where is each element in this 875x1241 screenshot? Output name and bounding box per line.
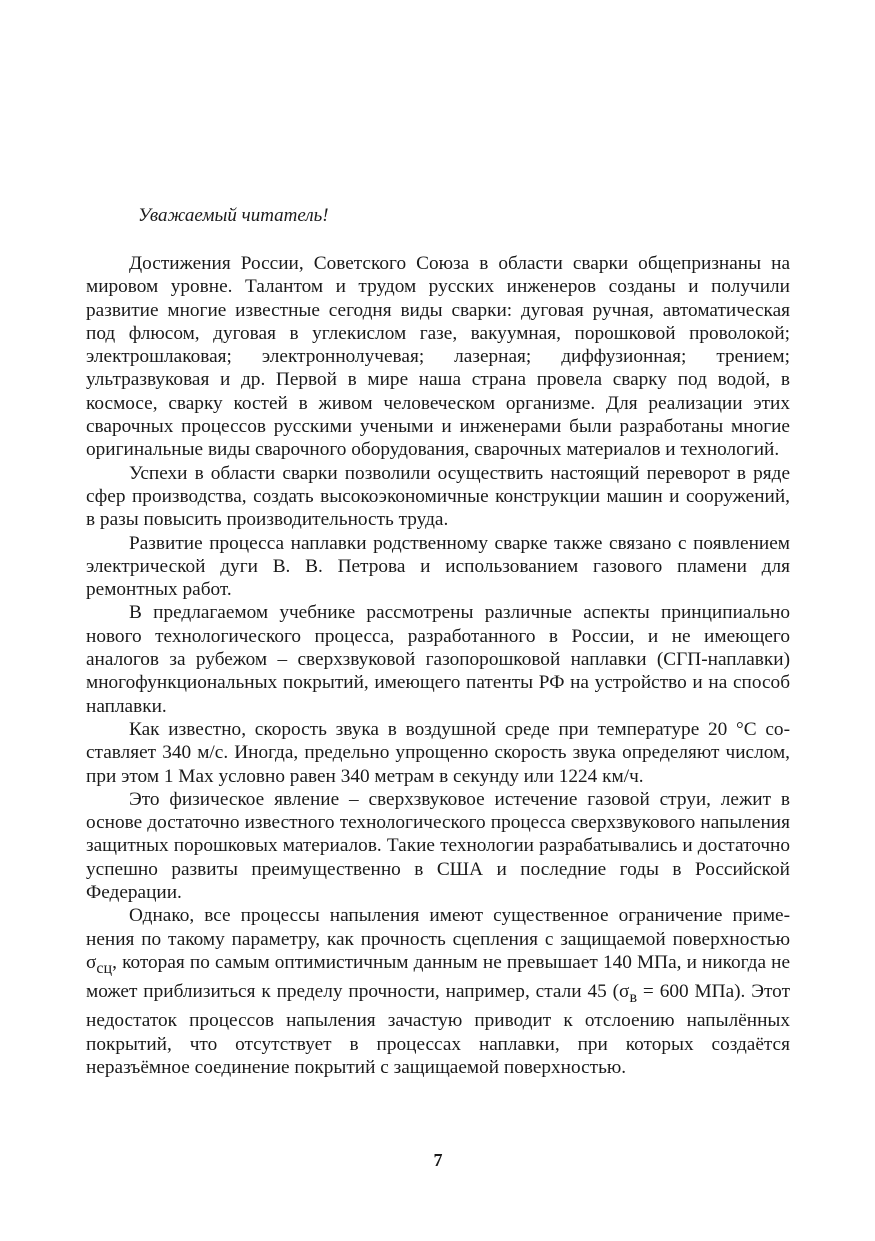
paragraph-1: Достижения России, Советского Союза в области сварки общепризнаны на мировом уровне. Талантом и трудом русских инженеров созданы и получили развитие многие известные сегодня виды сварки: дуговая ручная, автоматическая под флюсом, дуговая в углекислом газе, вакуумная, порошковой проволокой; электрошлаковая; электроннолучевая; лазерная; диффузионная; трением; ультразвуковая и др. Первой в мире наша страна провела сварку под водой, в космосе, сварку костей в живом человеческом организме. Для реализации этих сварочных процессов русскими учеными и инженерами были разработаны многие оригинальные виды сварочного оборудования, сварочных материалов и технологий. <box>86 253 790 461</box>
document-page <box>86 0 790 1241</box>
paragraph-7 <box>86 904 790 1079</box>
greeting-heading: Уважаемый читатель! <box>138 205 329 226</box>
body-text <box>86 252 790 1079</box>
paragraph-4: В предлагаемом учебнике рассмотрены различные аспекты принципиально нового технологического процесса, разработанного в России, и не имеющего аналогов за рубежом – сверхзвуковой газопорошковой наплавки (СГП-наплавки) многофункциональных покрытий, имеющего патенты РФ на устройство и на способ наплавки. <box>86 602 790 717</box>
sigma-subscript-sc: сц <box>96 959 113 977</box>
paragraph-3: Развитие процесса наплавки родственному сварке также связано с появлением электрической дуги В. В. Петрова и использованием газового пламени для ремонтных работ. <box>86 532 790 601</box>
paragraph-6: Это физическое явление – сверхзвуковое истечение газовой струи, лежит в основе достаточно известного технологического процесса сверхзвукового напыления защитных порошковых материалов. Такие технологии разрабатывались и достаточно успешно развиты преимущественно в США и последние годы в Российской Федерации. <box>86 788 790 904</box>
paragraph-7-part-1: Однако, все процессы напыления имеют существенное ограничение применения по такому параметру, как прочность сцепления с защищаемой поверхностью σ <box>86 905 790 973</box>
paragraph-2: Успехи в области сварки позволили осуществить настоящий переворот в ряде сфер производства, создать высокоэкономичные конструкции машин и сооружений, в разы повысить производительность труда. <box>86 462 790 531</box>
paragraph-5: Как известно, скорость звука в воздушной среде при температуре 20 °С составляет 340 м/с. Иногда, предельно упрощенно скорость звука определяют числом, при этом 1 Мах условно равен 340 метрам в секунду или 1224 км/ч. <box>86 718 790 787</box>
paragraph-7-part-3: = 600 МПа). Этот недостаток процессов напыления зачастую приводит к отслоению напылённых покрытий, что отсутствует в процессах наплавки, при которых создаётся неразъёмное соединение покрытий с защищаемой поверхностью. <box>86 981 790 1078</box>
page-number: 7 <box>433 1150 443 1170</box>
paragraph-7-part-2: , которая по самым оптимистичным данным не превышает 140 МПа, и никогда не может приблизиться к пределу прочности, например, стали 45 (σ <box>86 951 790 1003</box>
sigma-subscript-v: в <box>629 988 638 1006</box>
